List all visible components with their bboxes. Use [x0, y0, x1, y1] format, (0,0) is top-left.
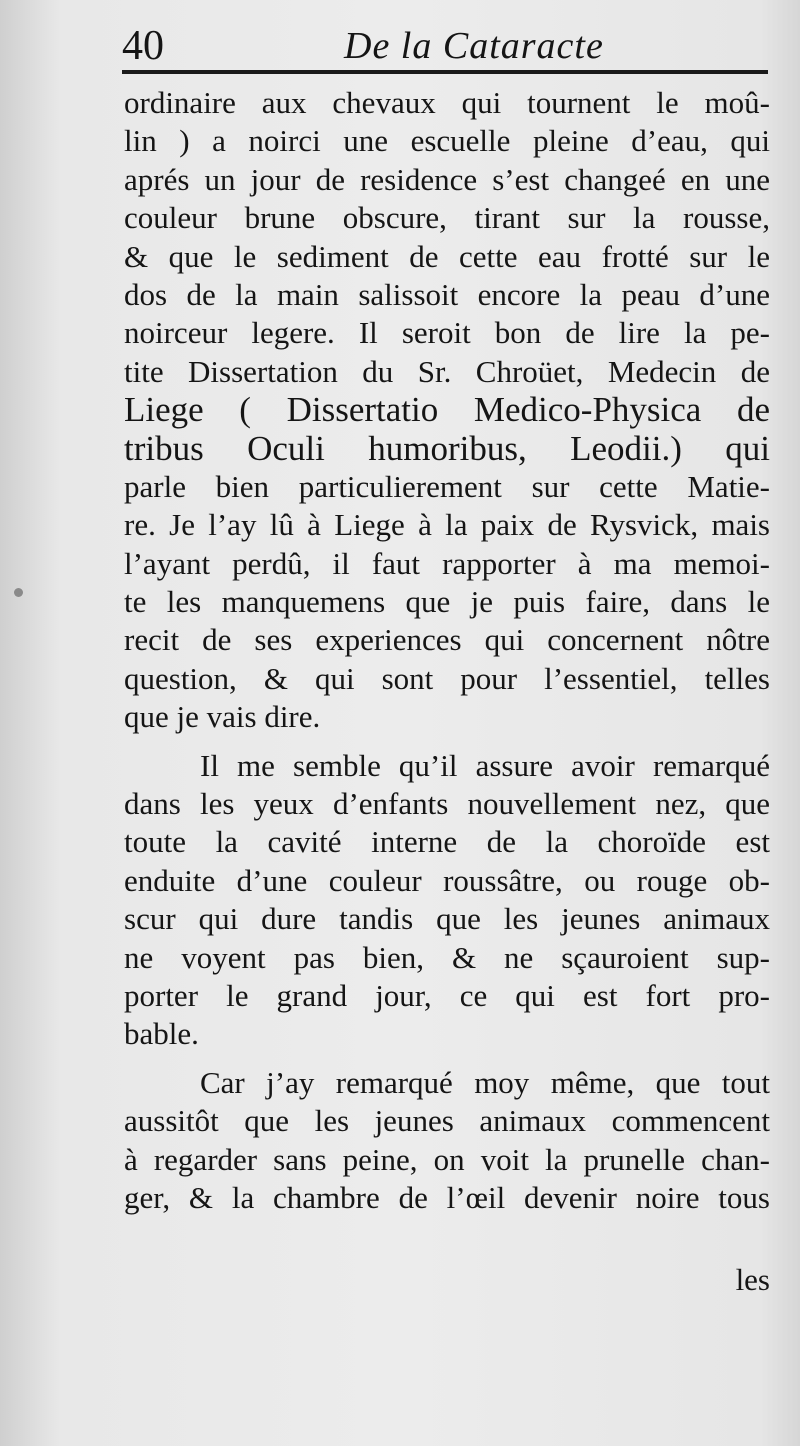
- text-line: tite Dissertation du Sr. Chroüet, Medecin de: [124, 353, 770, 389]
- text-line: que je vais dire.: [124, 699, 321, 735]
- text-line: dos de la main salissoit encore la peau d’une: [124, 276, 770, 312]
- text-line: à regarder sans peine, on voit la prunelle chan-: [124, 1141, 770, 1177]
- text-line: te les manquemens que je puis faire, dans le: [124, 584, 770, 620]
- text-line: l’ayant perdû, il faut rapporter à ma memoi-: [124, 545, 770, 581]
- text-line: question, & qui sont pour l’essentiel, telles: [124, 660, 770, 696]
- text-line: recit de ses experiences qui concernent nôtre: [124, 622, 770, 658]
- text-line: Il me semble qu’il assure avoir remarqué: [200, 747, 770, 783]
- text-line: parle bien particulierement sur cette Matie-: [124, 468, 770, 504]
- running-title: De la Cataracte: [344, 25, 604, 67]
- text-line: aprés un jour de residence s’est changeé en une: [124, 161, 770, 197]
- text-line: dans les yeux d’enfants nouvellement nez, que: [124, 786, 770, 822]
- paper-speck: [14, 588, 23, 597]
- text-line: porter le grand jour, ce qui est fort pro-: [124, 977, 770, 1013]
- text-line: Liege ( Dissertatio Medico-Physica de: [124, 390, 770, 430]
- body-text: [124, 84, 770, 1217]
- text-line: aussitôt que les jeunes animaux commencent: [124, 1103, 770, 1139]
- text-line: & que le sediment de cette eau frotté sur le: [124, 238, 770, 274]
- page-header: [122, 18, 770, 72]
- text-line: enduite d’une couleur roussâtre, ou rouge ob-: [124, 862, 770, 898]
- text-line: ger, & la chambre de l’œil devenir noire tous: [124, 1179, 770, 1215]
- text-line: couleur brune obscure, tirant sur la rousse,: [124, 200, 770, 236]
- text-line: tribus Oculi humoribus, Leodii.) qui: [124, 428, 770, 468]
- text-line: Car j’ay remarqué moy même, que tout: [200, 1064, 770, 1100]
- paragraph-gap: [124, 737, 770, 747]
- text-line: toute la cavité interne de la choroïde est: [124, 824, 770, 860]
- text-line: ordinaire aux chevaux qui tournent le moû-: [124, 85, 770, 120]
- text-line: noirceur legere. Il seroit bon de lire la pe-: [124, 315, 770, 351]
- text-line: scur qui dure tandis que les jeunes animaux: [124, 901, 770, 937]
- text-line: bable.: [124, 1016, 199, 1052]
- text-line: lin ) a noirci une escuelle pleine d’eau, qui: [124, 123, 770, 159]
- catchword: les: [735, 1262, 770, 1297]
- text-line: re. Je l’ay lû à Liege à la paix de Rysvick, mais: [124, 507, 770, 543]
- text-line: ne voyent pas bien, & ne sçauroient sup-: [124, 939, 770, 975]
- paragraph-gap: [124, 1054, 770, 1064]
- header-rule: [122, 70, 768, 74]
- page-number: 40: [122, 23, 164, 69]
